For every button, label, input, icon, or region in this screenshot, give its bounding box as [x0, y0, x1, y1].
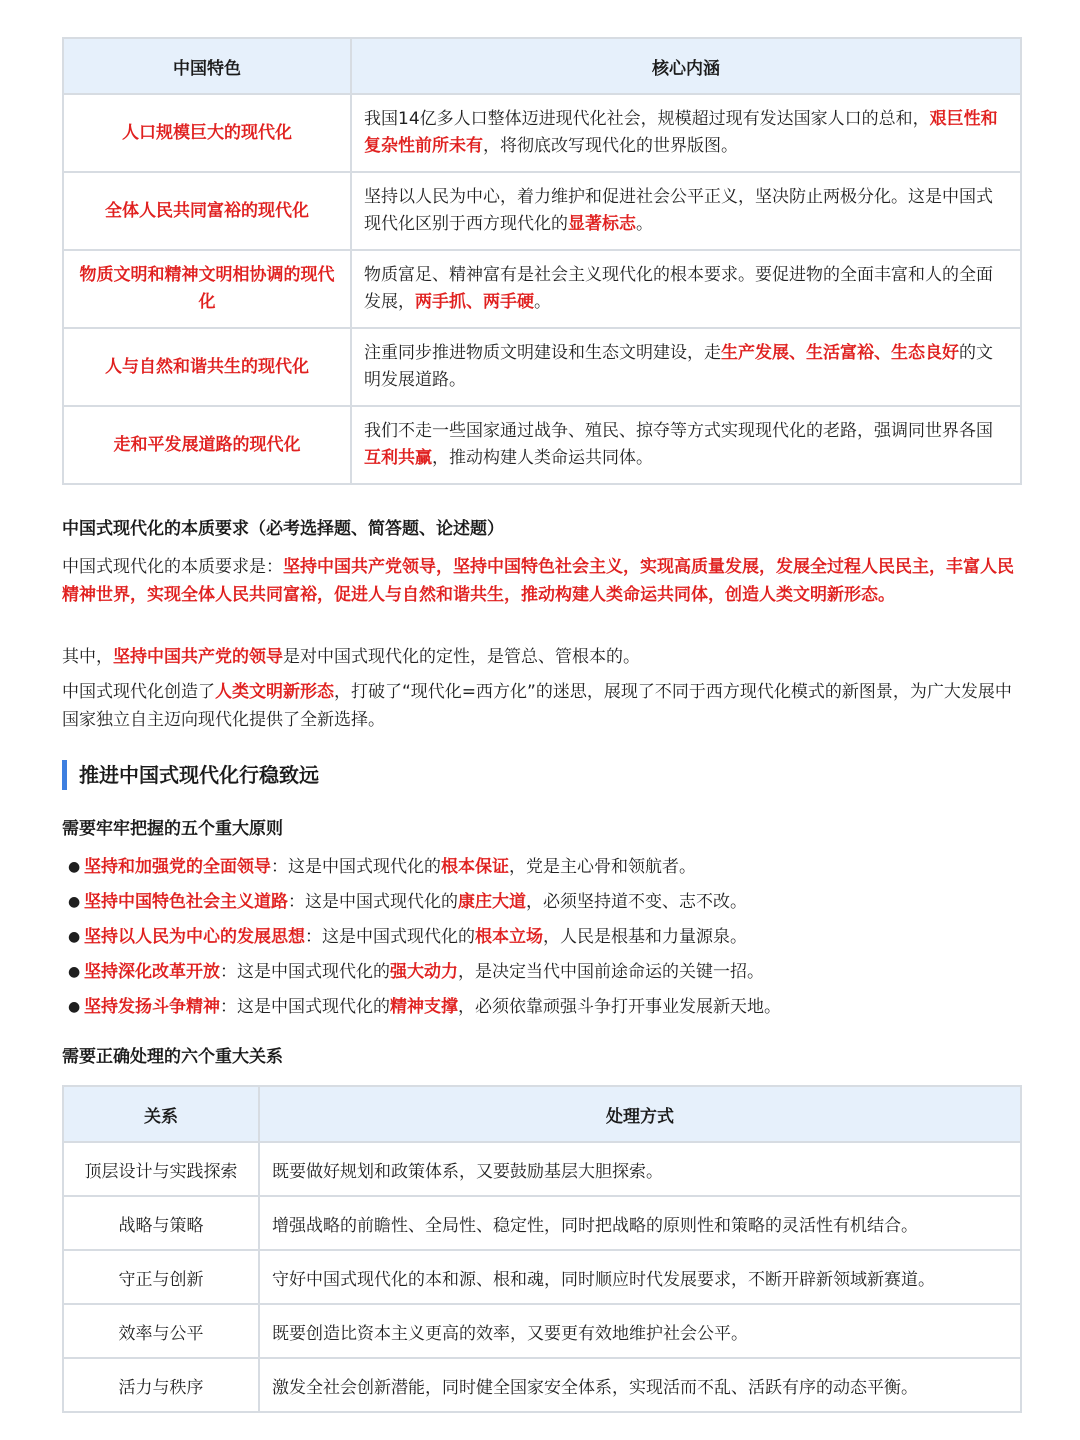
text-segment: ，推动构建人类命运共同体。 — [432, 448, 653, 468]
table-row — [63, 1196, 1021, 1250]
text-segment: ：这是中国式现代化的 — [271, 857, 441, 877]
table-row — [63, 172, 1021, 250]
table-row — [63, 1358, 1021, 1412]
essence-paragraph — [62, 553, 1020, 609]
highlighted-text: 强大动力 — [390, 962, 458, 982]
text-segment: ，打破了“现代化=西方化”的迷思，展现了不同于西方现代化模式的新图景，为广大发展中国家独立自主迈向现代化提供了全新选择。 — [62, 682, 1012, 730]
feature-cell: 全体人民共同富裕的现代化 — [63, 172, 351, 250]
highlighted-text: 人类文明新形态 — [215, 682, 334, 702]
highlighted-text: 艰巨性和复杂性前所未有 — [364, 109, 998, 156]
feature-cell: 物质文明和精神文明相协调的现代化 — [63, 250, 351, 328]
table-row — [63, 1142, 1021, 1196]
description-cell — [351, 406, 1021, 484]
table-header-row — [63, 1086, 1021, 1142]
text-segment: 是对中国式现代化的定性，是管总、管根本的。 — [283, 647, 640, 667]
text-segment: ，必须坚持道不变、志不改。 — [526, 892, 747, 912]
highlighted-text: 精神支撑 — [390, 997, 458, 1017]
text-segment: 。 — [534, 292, 551, 312]
text-segment: ：这是中国式现代化的 — [220, 962, 390, 982]
principles-heading: 需要牢牢把握的五个重大原则 — [62, 819, 283, 839]
text-segment: 我们不走一些国家通过战争、殖民、掠夺等方式实现现代化的老路，强调同世界各国 — [364, 421, 993, 441]
bullet-icon: ● — [68, 929, 81, 945]
approach-cell: 增强战略的前瞻性、全局性、稳定性，同时把战略的原则性和策略的灵活性有机结合。 — [259, 1196, 1021, 1250]
relations-table — [62, 1085, 1022, 1413]
description-cell — [351, 172, 1021, 250]
relation-cell: 战略与策略 — [63, 1196, 259, 1250]
leadership-paragraph — [62, 643, 1020, 671]
text-segment: 注重同步推进物质文明建设和生态文明建设，走 — [364, 343, 721, 363]
highlighted-text: 两手抓、两手硬 — [415, 292, 534, 312]
bullet-icon: ● — [68, 999, 81, 1015]
text-segment: 物质富足、精神富有是社会主义现代化的根本要求。要促进物的全面丰富和人的全面发展， — [364, 265, 993, 312]
table-row — [63, 406, 1021, 484]
column-header: 处理方式 — [259, 1086, 1021, 1142]
list-item — [62, 990, 1020, 1025]
relation-cell: 守正与创新 — [63, 1250, 259, 1304]
highlighted-text: 坚持以人民为中心的发展思想 — [84, 927, 305, 947]
column-header: 中国特色 — [63, 38, 351, 94]
highlighted-text: 坚持中国共产党领导，坚持中国特色社会主义，实现高质量发展，发展全过程人民民主，丰富人民精神世界，实现全体人民共同富裕，促进人与自然和谐共生，推动构建人类命运共同体，创造人类文明新形态。 — [62, 557, 1014, 605]
bullet-icon: ● — [68, 859, 81, 875]
highlighted-text: 坚持发扬斗争精神 — [84, 997, 220, 1017]
table-row — [63, 1250, 1021, 1304]
principles-list — [62, 850, 1020, 1025]
approach-cell: 既要做好规划和政策体系，又要鼓励基层大胆探索。 — [259, 1142, 1021, 1196]
highlighted-text: 根本立场 — [475, 927, 543, 947]
feature-cell: 走和平发展道路的现代化 — [63, 406, 351, 484]
table-row — [63, 250, 1021, 328]
text-segment: ，党是主心骨和领航者。 — [509, 857, 696, 877]
feature-cell: 人与自然和谐共生的现代化 — [63, 328, 351, 406]
text-segment: 其中， — [62, 647, 113, 667]
relation-cell: 活力与秩序 — [63, 1358, 259, 1412]
text-segment: 。 — [636, 214, 653, 234]
description-cell — [351, 328, 1021, 406]
text-segment: ：这是中国式现代化的 — [220, 997, 390, 1017]
text-segment: 中国式现代化创造了 — [62, 682, 215, 702]
list-item — [62, 955, 1020, 990]
text-segment: 我国14亿多人口整体迈进现代化社会，规模超过现有发达国家人口的总和， — [364, 109, 930, 129]
bullet-icon: ● — [68, 964, 81, 980]
text-segment: 坚持以人民为中心，着力维护和促进社会公平正义，坚决防止两极分化。这是中国式现代化区别于西方现代化的 — [364, 187, 993, 234]
column-header: 关系 — [63, 1086, 259, 1142]
text-segment: ：这是中国式现代化的 — [305, 927, 475, 947]
list-item — [62, 885, 1020, 920]
approach-cell: 激发全社会创新潜能，同时健全国家安全体系，实现活而不乱、活跃有序的动态平衡。 — [259, 1358, 1021, 1412]
feature-cell: 人口规模巨大的现代化 — [63, 94, 351, 172]
highlighted-text: 坚持深化改革开放 — [84, 962, 220, 982]
highlighted-text: 根本保证 — [441, 857, 509, 877]
list-item — [62, 920, 1020, 955]
text-segment: ：这是中国式现代化的 — [288, 892, 458, 912]
text-segment: ，将彻底改写现代化的世界版图。 — [483, 136, 738, 156]
description-cell — [351, 250, 1021, 328]
relation-cell: 顶层设计与实践探索 — [63, 1142, 259, 1196]
highlighted-text: 互利共赢 — [364, 448, 432, 468]
highlighted-text: 坚持中国特色社会主义道路 — [84, 892, 288, 912]
text-segment: ，人民是根基和力量源泉。 — [543, 927, 747, 947]
civilization-paragraph — [62, 678, 1020, 734]
highlighted-text: 坚持和加强党的全面领导 — [84, 857, 271, 877]
highlighted-text: 生产发展、生活富裕、生态良好 — [721, 343, 959, 363]
highlighted-text: 坚持中国共产党的领导 — [113, 647, 283, 667]
relation-cell: 效率与公平 — [63, 1304, 259, 1358]
approach-cell: 守好中国式现代化的本和源、根和魂，同时顺应时代发展要求，不断开辟新领域新赛道。 — [259, 1250, 1021, 1304]
bullet-icon: ● — [68, 894, 81, 910]
highlighted-text: 显著标志 — [568, 214, 636, 234]
section-title: 推进中国式现代化行稳致远 — [62, 760, 319, 790]
table-row — [63, 94, 1021, 172]
text-segment: ，是决定当代中国前途命运的关键一招。 — [458, 962, 764, 982]
description-cell — [351, 94, 1021, 172]
text-segment: ，必须依靠顽强斗争打开事业发展新天地。 — [458, 997, 781, 1017]
table-header-row — [63, 38, 1021, 94]
list-item — [62, 850, 1020, 885]
relations-heading: 需要正确处理的六个重大关系 — [62, 1047, 283, 1067]
text-segment: 中国式现代化的本质要求是： — [62, 557, 283, 577]
table-row — [63, 328, 1021, 406]
table-row — [63, 1304, 1021, 1358]
characteristics-table — [62, 37, 1022, 485]
text-segment: 的文明发展道路。 — [364, 343, 993, 390]
highlighted-text: 康庄大道 — [458, 892, 526, 912]
essence-heading: 中国式现代化的本质要求（必考选择题、简答题、论述题） — [62, 519, 504, 539]
approach-cell: 既要创造比资本主义更高的效率，又要更有效地维护社会公平。 — [259, 1304, 1021, 1358]
column-header: 核心内涵 — [351, 38, 1021, 94]
